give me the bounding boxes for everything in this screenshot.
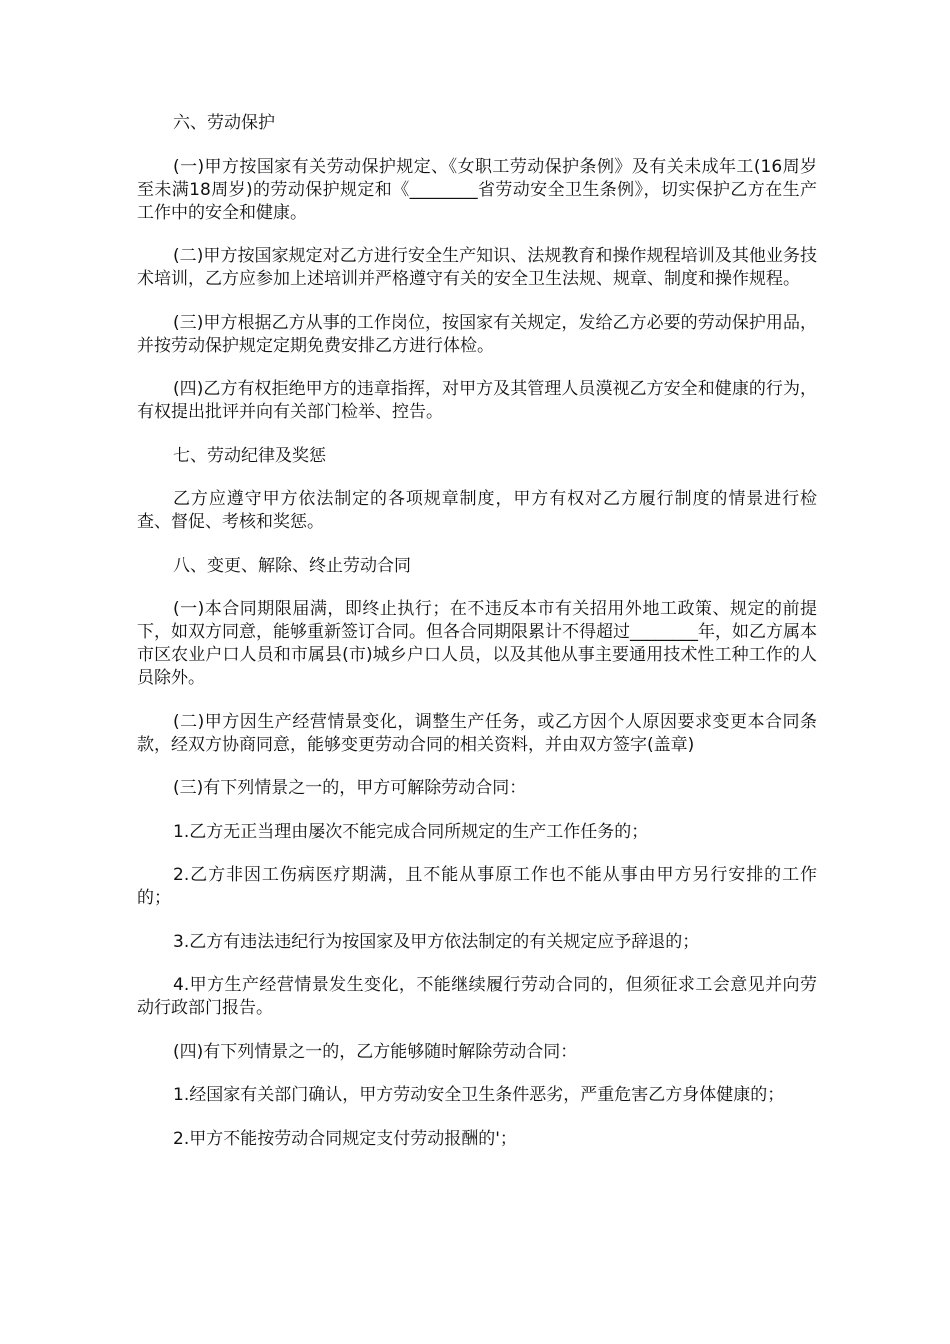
list-item: 2.乙方非因工伤病医疗期满，且不能从事原工作也不能从事由甲方另行安排的工作的； — [137, 865, 817, 908]
list-item: 3.乙方有违法违纪行为按国家及甲方依法制定的有关规定应予辞退的； — [173, 931, 700, 952]
list-item: 4.甲方生产经营情景发生变化，不能继续履行劳动合同的，但须征求工会意见并向劳动行政部门报告。 — [137, 975, 817, 1018]
document-body — [137, 112, 817, 1171]
paragraph: (四)有下列情景之一的，乙方能够随时解除劳动合同： — [173, 1041, 578, 1062]
paragraph: 乙方应遵守甲方依法制定的各项规章制度，甲方有权对乙方履行制度的情景进行检查、督促、考核和奖惩。 — [137, 489, 817, 532]
list-item: 1.经国家有关部门确认，甲方劳动安全卫生条件恶劣，严重危害乙方身体健康的； — [173, 1085, 785, 1105]
list-item: 1.乙方无正当理由屡次不能完成合同所规定的生产工作任务的； — [173, 821, 649, 842]
section-heading-discipline: 七、劳动纪律及奖惩 — [173, 445, 326, 466]
paragraph: (二)甲方因生产经营情景变化，调整生产任务，或乙方因个人原因要求变更本合同条款，经双方协商同意，能够变更劳动合同的相关资料，并由双方签字(盖章) — [137, 711, 817, 755]
paragraph: (三)有下列情景之一的，甲方可解除劳动合同： — [173, 778, 527, 798]
paragraph: (二)甲方按国家规定对乙方进行安全生产知识、法规教育和操作规程培训及其他业务技术培训，乙方应参加上述培训并严格遵守有关的安全卫生法规、规章、制度和操作规程。 — [137, 246, 817, 289]
section-heading-labor-protection: 六、劳动保护 — [173, 113, 275, 133]
paragraph: (一)甲方按国家有关劳动保护规定、《女职工劳动保护条例》及有关未成年工(16周岁至未满18周岁)的劳动保护规定和《________省劳动安全卫生条例》，切实保护乙方在生产工作中的安全和健康。 — [137, 156, 817, 223]
paragraph: (三)甲方根据乙方从事的工作岗位，按国家有关规定，发给乙方必要的劳动保护用品，并按劳动保护规定定期免费安排乙方进行体检。 — [137, 312, 817, 356]
list-item: 2.甲方不能按劳动合同规定支付劳动报酬的'； — [173, 1128, 517, 1149]
paragraph: (一)本合同期限届满，即终止执行；在不违反本市有关招用外地工政策、规定的前提下，如双方同意，能够重新签订合同。但各合同期限累计不得超过________年，如乙方属本市区农业户口人员和市属县(市)城乡户口人员，以及其他从事主要通用技术性工种工作的人员除外。 — [137, 599, 817, 688]
paragraph: (四)乙方有权拒绝甲方的违章指挥，对甲方及其管理人员漠视乙方安全和健康的行为，有权提出批评并向有关部门检举、控告。 — [137, 379, 817, 422]
section-heading-contract-changes: 八、变更、解除、终止劳动合同 — [173, 555, 411, 576]
